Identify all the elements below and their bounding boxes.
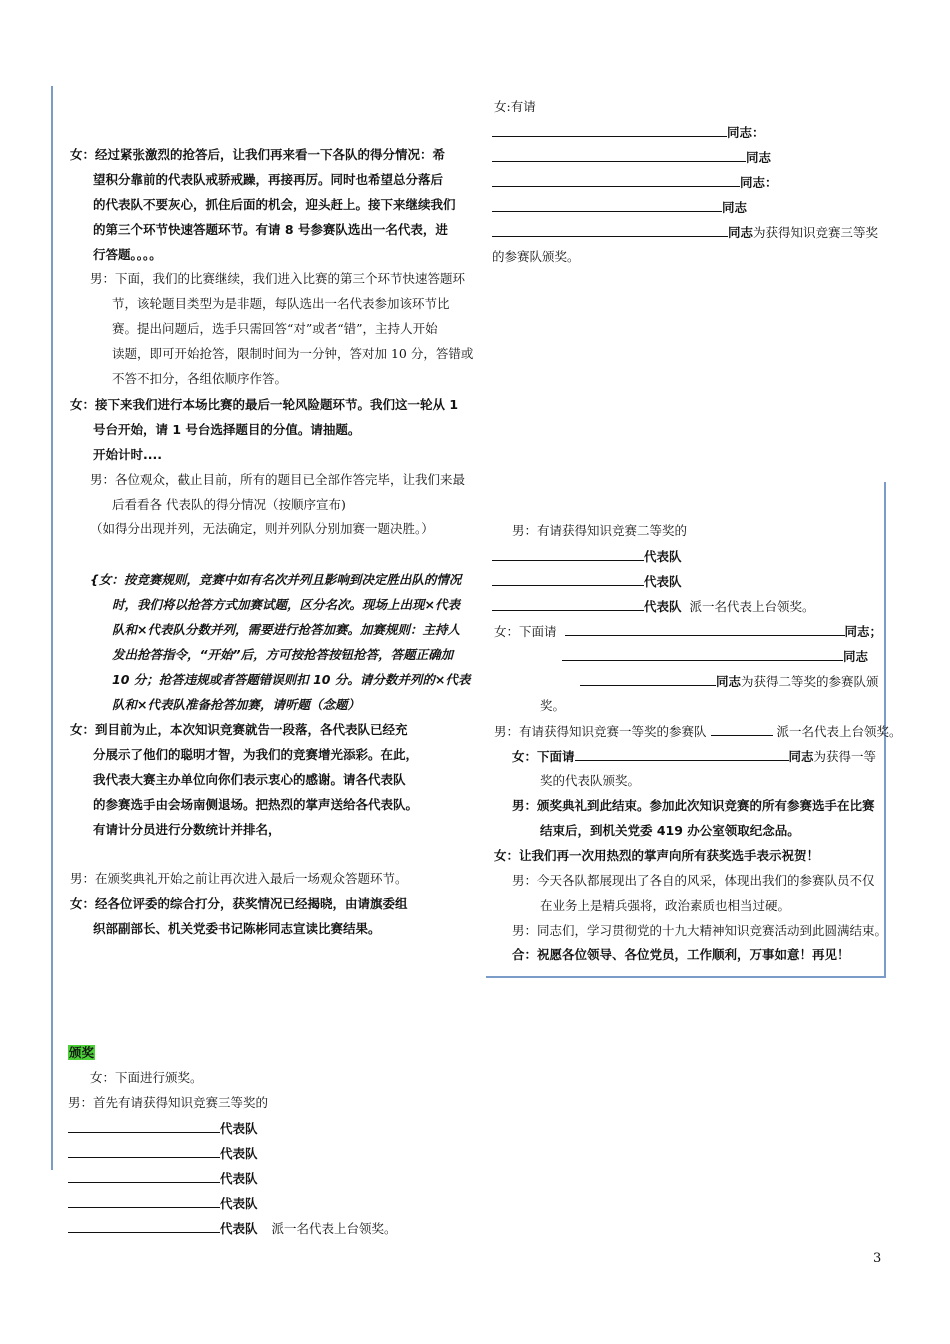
team-label: 代表队	[644, 574, 682, 589]
left-p3-l1: 女：接下来我们进行本场比赛的最后一轮风险题环节。我们这一轮从 1	[70, 397, 459, 412]
end1-l1: 男：颁奖典礼到此结束。参加此次知识竞赛的所有参赛选手在比赛	[512, 798, 875, 813]
third-comrade-row-1	[492, 123, 765, 142]
blank-line	[565, 622, 845, 636]
comrade-label: 同志：	[740, 175, 778, 190]
end4: 男：同志们，学习贯彻党的十九大精神知识竞赛活动到此圆满结束。	[512, 923, 888, 938]
right-bottom-bar	[486, 976, 886, 978]
left-p1-l2: 望积分靠前的代表队戒骄戒躁，再接再厉。同时也希望总分落后	[93, 172, 444, 187]
comrade-label: 同志	[843, 649, 869, 664]
third-team-row-4	[68, 1194, 258, 1213]
comrade-label: 同志	[728, 225, 754, 240]
left-p6-l2: 分展示了他们的聪明才智，为我们的竞赛增光添彩。在此，	[93, 747, 419, 762]
second-team-row-2	[492, 572, 682, 591]
end3-l2: 在业务上是精兵强将，政治素质也相当过硬。	[540, 898, 791, 913]
blank-line	[68, 1119, 220, 1133]
left-p4-l3: （如得分出现并列，无法确定，则并列队分别加赛一题决胜。）	[90, 521, 434, 536]
first-award-b: 同志	[788, 749, 814, 764]
left-p3-l2: 号台开始，请 1 号台选择题目的分值。请抽题。	[93, 422, 361, 437]
left-p5-l6: 队和×代表队准备抢答加赛，请听题（念题）	[112, 697, 360, 712]
below-please-label: 女：下面请	[494, 624, 557, 639]
first-award-row	[512, 747, 876, 766]
award-heading	[68, 1044, 95, 1062]
blank-line	[68, 1169, 220, 1183]
third-team-row-3	[68, 1169, 258, 1188]
team-label: 代表队	[220, 1171, 258, 1186]
left-p6-l3: 我代表大赛主办单位向你们表示衷心的感谢。请各代表队	[93, 772, 406, 787]
comrade-label: 同志	[722, 200, 748, 215]
comrade-label: 同志；	[844, 624, 883, 639]
blank-line	[68, 1144, 220, 1158]
first-award-c: 为获得一等	[813, 749, 877, 764]
left-p1-l5: 行答题。。。。	[93, 247, 162, 262]
third-comrade-row-4	[492, 198, 747, 217]
left-p5-l4: 发出抢答指令，“开始”后，方可按抢答按钮抢答，答题正确加	[112, 647, 454, 662]
comrade-label: 同志	[716, 674, 742, 689]
left-p7: 男：在颁奖典礼开始之前让再次进入最后一场观众答题环节。	[70, 871, 408, 886]
blank-line	[575, 747, 789, 761]
second-intro: 男：有请获得知识竞赛二等奖的	[512, 523, 688, 538]
award-line2: 男：首先有请获得知识竞赛三等奖的	[68, 1095, 269, 1110]
end1-l2: 结束后，到机关党委 419 办公室领取纪念品。	[540, 823, 800, 838]
left-p8-l2: 织部副部长、机关党委书记陈彬同志宣读比赛结果。	[93, 921, 381, 936]
left-p1-l1: 女：经过紧张激烈的抢答后，让我们再来看一下各队的得分情况：希	[70, 147, 446, 162]
award-heading-text: 颁奖	[69, 1045, 95, 1060]
left-p5-l1: {女：按竞赛规则，竞赛中如有名次并列且影响到决定胜出队的情况	[90, 572, 462, 587]
second-award-suffix: 为获得二等奖的参赛队颁	[741, 674, 879, 689]
left-p2-l5: 不答不扣分，各组依顺序作答。	[112, 371, 288, 386]
second-comrade-row-1	[494, 622, 882, 641]
left-p1-l3: 的代表队不要灰心，抓住后面的机会，迎头赶上。接下来继续我们	[93, 197, 456, 212]
first-intro	[494, 722, 902, 741]
team-label: 代表队	[220, 1221, 258, 1236]
comrade-label: 同志：	[727, 125, 765, 140]
blank-line	[711, 722, 773, 736]
left-p6-l4: 的参赛选手由会场南侧退场。把热烈的掌声送给各代表队。	[93, 797, 419, 812]
first-award-a: 女：下面请	[512, 749, 575, 764]
team-label: 代表队	[220, 1121, 258, 1136]
third-team-row-1	[68, 1119, 258, 1138]
first-award-2: 奖的代表队颁奖。	[540, 773, 641, 788]
blank-line	[492, 123, 727, 137]
blank-line	[68, 1219, 220, 1233]
award-line1: 女：下面进行颁奖。	[90, 1070, 203, 1085]
third-team-row-5	[68, 1219, 397, 1238]
left-margin-bar	[51, 86, 53, 1170]
left-p2-l4: 读题，即可开始抢答，限制时间为一分钟，答对加 10 分，答错或	[112, 346, 474, 361]
end5: 合：祝愿各位领导、各位党员，工作顺利，万事如意！再见！	[512, 947, 850, 962]
comrade-label: 同志	[746, 150, 772, 165]
left-p6-l5: 有请计分员进行分数统计并排名，	[93, 822, 281, 837]
second-team-row-1	[492, 547, 682, 566]
team-label: 代表队	[220, 1146, 258, 1161]
left-p4-l2: 后看看各 代表队的得分情况（按顺序宣布)	[112, 497, 346, 512]
second-comrade-row-3	[580, 672, 879, 691]
left-p5-l5: 10 分；抢答违规或者答题错误则扣 10 分。请分数并列的×代表	[112, 672, 471, 687]
left-p2-l3: 赛。提出问题后，选手只需回答“对”或者“错”，主持人开始	[112, 321, 438, 336]
second-comrade-row-2	[562, 647, 868, 666]
third-comrade-row-3	[492, 173, 778, 192]
third-comrade-row-2	[492, 148, 771, 167]
second-team-row-3	[492, 597, 815, 616]
blank-line	[492, 547, 644, 561]
left-p1-l4: 的第三个环节快速答题环节。有请 8 号参赛队选出一名代表，进	[93, 222, 448, 237]
left-p3-l3: 开始计时....	[93, 447, 162, 462]
left-p5-l3: 队和×代表队分数并列，需要进行抢答加赛。加赛规则：主持人	[112, 622, 460, 637]
first-intro-b: 派一名代表上台领奖。	[776, 724, 902, 739]
blank-line	[580, 672, 716, 686]
first-intro-a: 男：有请获得知识竞赛一等奖的参赛队	[494, 724, 707, 739]
third-team-row-2	[68, 1144, 258, 1163]
end2: 女：让我们再一次用热烈的掌声向所有获奖选手表示祝贺！	[494, 848, 820, 863]
left-p4-l1: 男：各位观众，截止目前，所有的题目已全部作答完毕，让我们来最	[90, 472, 466, 487]
left-p2-l2: 节，该轮题目类型为是非题，每队选出一名代表参加该环节比	[112, 296, 450, 311]
left-p2-l1: 男：下面，我们的比赛继续，我们进入比赛的第三个环节快速答题环	[90, 271, 466, 286]
blank-line	[492, 223, 728, 237]
blank-line	[492, 173, 740, 187]
blank-line	[492, 148, 746, 162]
third-comrade-row-5	[492, 223, 878, 242]
team-label: 代表队	[644, 549, 682, 564]
third-award-suffix: 为获得知识竞赛三等奖	[753, 225, 879, 240]
third-award-suffix-2: 的参赛队颁奖。	[492, 249, 580, 264]
second-award-suffix-2: 奖。	[540, 698, 566, 713]
left-p6-l1: 女：到目前为止，本次知识竞赛就告一段落，各代表队已经充	[70, 722, 408, 737]
blank-line	[492, 597, 644, 611]
blank-line	[562, 647, 843, 661]
end3-l1: 男：今天各队都展现出了各自的风采，体现出我们的参赛队员不仅	[512, 873, 875, 888]
left-p5-l2: 时，我们将以抢答方式加赛试题，区分名次。现场上出现×代表	[112, 597, 460, 612]
blank-line	[68, 1194, 220, 1208]
blank-line	[492, 198, 722, 212]
right-q1: 女:有请	[494, 99, 536, 114]
blank-line	[492, 572, 644, 586]
page-number: 3	[873, 1251, 882, 1266]
team-label: 代表队	[644, 599, 682, 614]
send-rep-text: 派一名代表上台领奖。	[271, 1221, 397, 1236]
send-rep-text: 派一名代表上台领奖。	[689, 599, 815, 614]
team-label: 代表队	[220, 1196, 258, 1211]
left-p8-l1: 女：经各位评委的综合打分，获奖情况已经揭晓，由请旗委组	[70, 896, 408, 911]
